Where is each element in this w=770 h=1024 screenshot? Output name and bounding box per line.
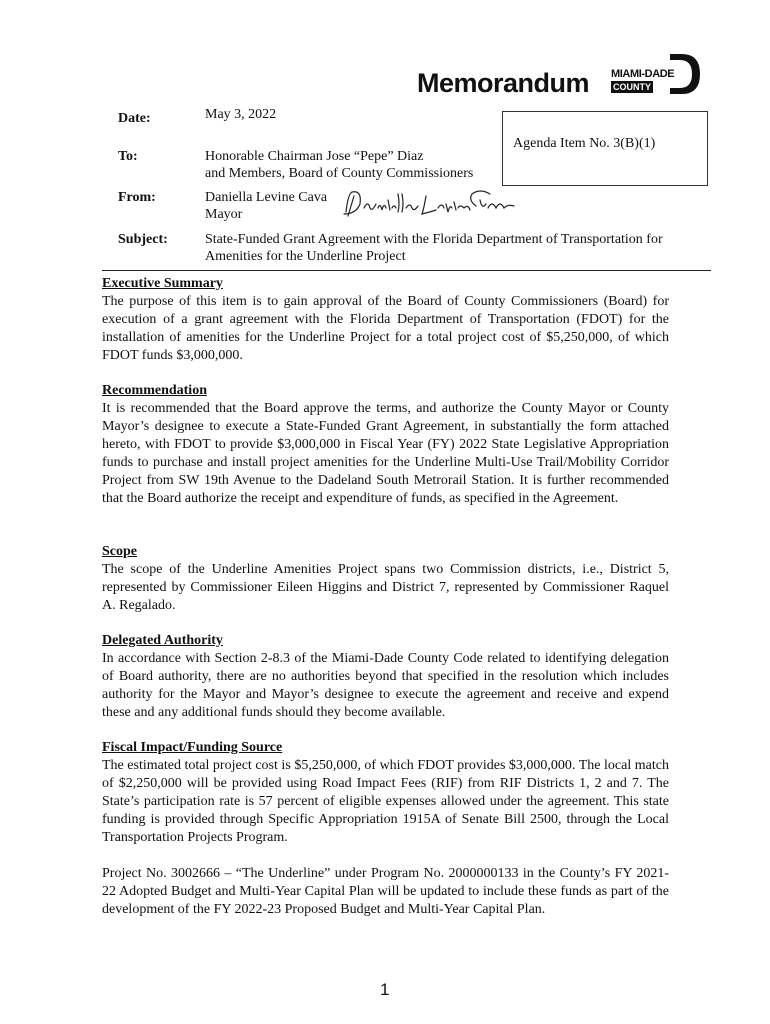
fiscal-impact-text: The estimated total project cost is $5,250,000, of which FDOT provides $3,000,000. The local match of $2,250,000 will be provided using Road Impact Fees (RIF) from RIF Districts 1, 2 and 7. The State’s participation rate is 57 percent of eligible expenses allowed under the agreement. This state funding is provided through Specific Appropriation 1915A of Senate Bill 2500, through the Local Transportation Projects Program. <box>102 758 669 845</box>
scope-section <box>102 543 669 615</box>
scope-heading: Scope <box>102 544 137 559</box>
delegated-authority-section <box>102 632 669 722</box>
miami-dade-logo <box>608 52 700 96</box>
executive-summary-heading: Executive Summary <box>102 276 223 291</box>
recommendation-heading: Recommendation <box>102 383 207 398</box>
from-label: From: <box>118 190 156 205</box>
recommendation-section <box>102 382 669 508</box>
subject-label: Subject: <box>118 232 168 247</box>
page-number: 1 <box>380 980 390 999</box>
to-line-2: and Members, Board of County Commissioners <box>205 166 474 181</box>
executive-summary-section <box>102 275 669 365</box>
fiscal-impact-section <box>102 739 669 919</box>
subject-value <box>205 231 663 265</box>
executive-summary-text: The purpose of this item is to gain approval of the Board of County Commissioners (Board) for execution of a grant agreement with the Florida Department of Transportation (FDOT) for the installation of amenities for the Underline Project for a total project cost of $5,250,000, of which FDOT funds $3,000,000. <box>102 294 669 363</box>
date-value: May 3, 2022 <box>205 107 277 122</box>
memo-title: Memorandum <box>417 68 590 98</box>
scope-text: The scope of the Underline Amenities Project spans two Commission districts, i.e., District 5, represented by Commissioner Eileen Higgins and District 7, represented by Commissioner Raquel A. Regalado. <box>102 562 669 613</box>
fiscal-impact-heading: Fiscal Impact/Funding Source <box>102 740 283 755</box>
from-value <box>205 189 327 223</box>
date-label: Date: <box>118 111 151 126</box>
to-line-1: Honorable Chairman Jose “Pepe” Diaz <box>205 149 424 164</box>
delegated-authority-heading: Delegated Authority <box>102 633 223 648</box>
subject-line-1: State-Funded Grant Agreement with the Florida Department of Transportation for <box>205 232 663 247</box>
subject-line-2: Amenities for the Underline Project <box>205 249 406 264</box>
to-label: To: <box>118 149 138 164</box>
header-divider <box>102 270 711 271</box>
recommendation-text: It is recommended that the Board approve the terms, and authorize the County Mayor or County Mayor’s designee to execute a State-Funded Grant Agreement, in substantially the form attached hereto, with FDOT to provide $3,000,000 in Fiscal Year (FY) 2022 State Legislative Appropriation funds to purchase and install project amenities for the Underline Multi-Use Trail/Mobility Corridor Project from SW 19th Avenue to the Dadeland South Metrorail Station. It is further recommended that the Board authorize the receipt and expenditure of funds, as specified in the Agreement. <box>102 401 669 506</box>
logo-text-county: COUNTY <box>613 82 651 92</box>
from-line-1: Daniella Levine Cava <box>205 190 328 205</box>
from-line-2: Mayor <box>205 207 243 222</box>
agenda-item-box <box>502 111 708 186</box>
mayor-signature <box>340 186 520 222</box>
agenda-item-number: Agenda Item No. 3(B)(1) <box>513 136 656 151</box>
delegated-authority-text: In accordance with Section 2-8.3 of the Miami-Dade County Code related to identifying delegation of Board authority, there are no authorities beyond that specified in the resolution which includes authority for the Mayor and Mayor’s designee to execute the agreement and receive and expend these and any additional funds should they become available. <box>102 651 669 720</box>
fiscal-impact-text-2: Project No. 3002666 – “The Underline” under Program No. 2000000133 in the County’s FY 2021-22 Adopted Budget and Multi-Year Capital Plan will be updated to include these funds as part of the development of the FY 2022-23 Proposed Budget and Multi-Year Capital Plan. <box>102 866 669 917</box>
to-value <box>205 148 473 182</box>
logo-text-miami-dade: MIAMI-DADE <box>611 68 675 80</box>
